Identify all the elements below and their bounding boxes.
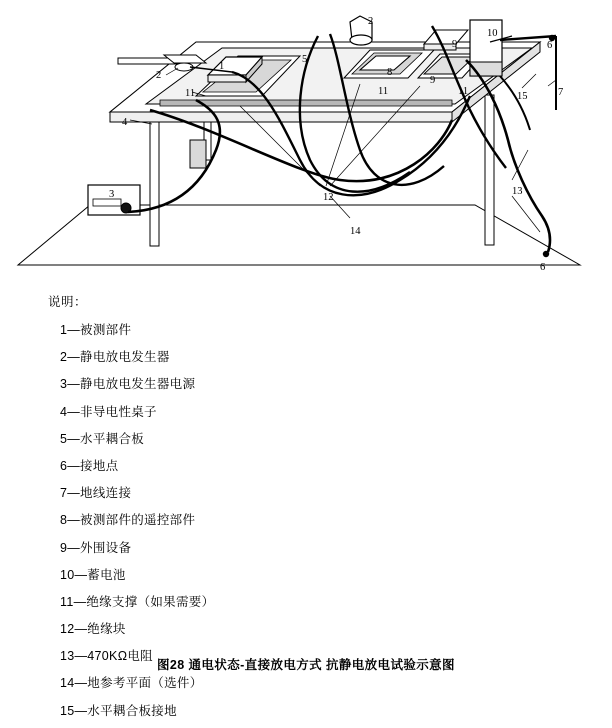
table-leg-front-left — [150, 118, 159, 246]
table-leg-right — [485, 95, 494, 245]
legend-item: 10—蓄电池 — [60, 567, 126, 582]
callout-11: 11 — [378, 86, 389, 97]
callout-13: 13 — [512, 186, 523, 197]
callout-12: 12 — [323, 192, 334, 203]
leader-7 — [548, 80, 556, 86]
callout-3: 3 — [109, 189, 115, 200]
legend-item: 7—地线连接 — [60, 486, 132, 501]
table-brace — [190, 140, 206, 168]
callout-9: 9 — [430, 75, 436, 86]
callout-9: 9 — [452, 39, 458, 50]
power-supply-display — [93, 199, 121, 206]
ground-point-lower — [543, 251, 549, 257]
legend-item: 8—被测部件的遥控部件 — [60, 513, 196, 528]
callout-10: 10 — [487, 28, 498, 39]
callout-11: 11 — [458, 86, 469, 97]
callout-6: 6 — [540, 262, 546, 273]
callout-2: 2 — [368, 16, 374, 27]
callout-2: 2 — [156, 70, 162, 81]
legend-item: 13—470KΩ电阻 — [60, 649, 153, 664]
legend-item: 14—地参考平面（选件） — [60, 676, 203, 691]
esd-generator-right-base — [350, 35, 372, 45]
legend-item: 3—静电放电发生器电源 — [60, 377, 196, 392]
legend-item: 2—静电放电发生器 — [60, 350, 170, 365]
esd-setup-svg — [0, 0, 612, 280]
legend-item: 11—绝缘支撑（如果需要） — [60, 594, 215, 609]
callout-14: 14 — [350, 226, 361, 237]
legend-item: 4—非导电性桌子 — [60, 404, 157, 419]
figure-caption: 图28 通电状态-直接放电方式 抗静电放电试验示意图 — [157, 658, 455, 672]
legend-item: 9—外围设备 — [60, 540, 132, 555]
legend-title: 说明： — [48, 295, 88, 309]
legend-item: 12—绝缘块 — [60, 622, 126, 637]
leader-15 — [522, 74, 536, 88]
callout-5: 5 — [302, 54, 308, 65]
legend-item: 5—水平耦合板 — [60, 431, 145, 446]
leader-13-b — [512, 196, 540, 232]
callout-8: 8 — [387, 67, 393, 78]
callout-4: 4 — [122, 117, 128, 128]
callout-1: 1 — [219, 61, 225, 72]
callout-11: 11 — [185, 88, 196, 99]
callout-15: 15 — [517, 91, 528, 102]
legend-item: 6—接地点 — [60, 458, 119, 473]
figure-illustration — [0, 0, 612, 280]
callout-6: 6 — [547, 40, 553, 51]
legend-item: 15—水平耦合板接地 — [60, 703, 177, 718]
callout-7: 7 — [558, 87, 564, 98]
legend-item: 1—被测部件 — [60, 323, 132, 337]
